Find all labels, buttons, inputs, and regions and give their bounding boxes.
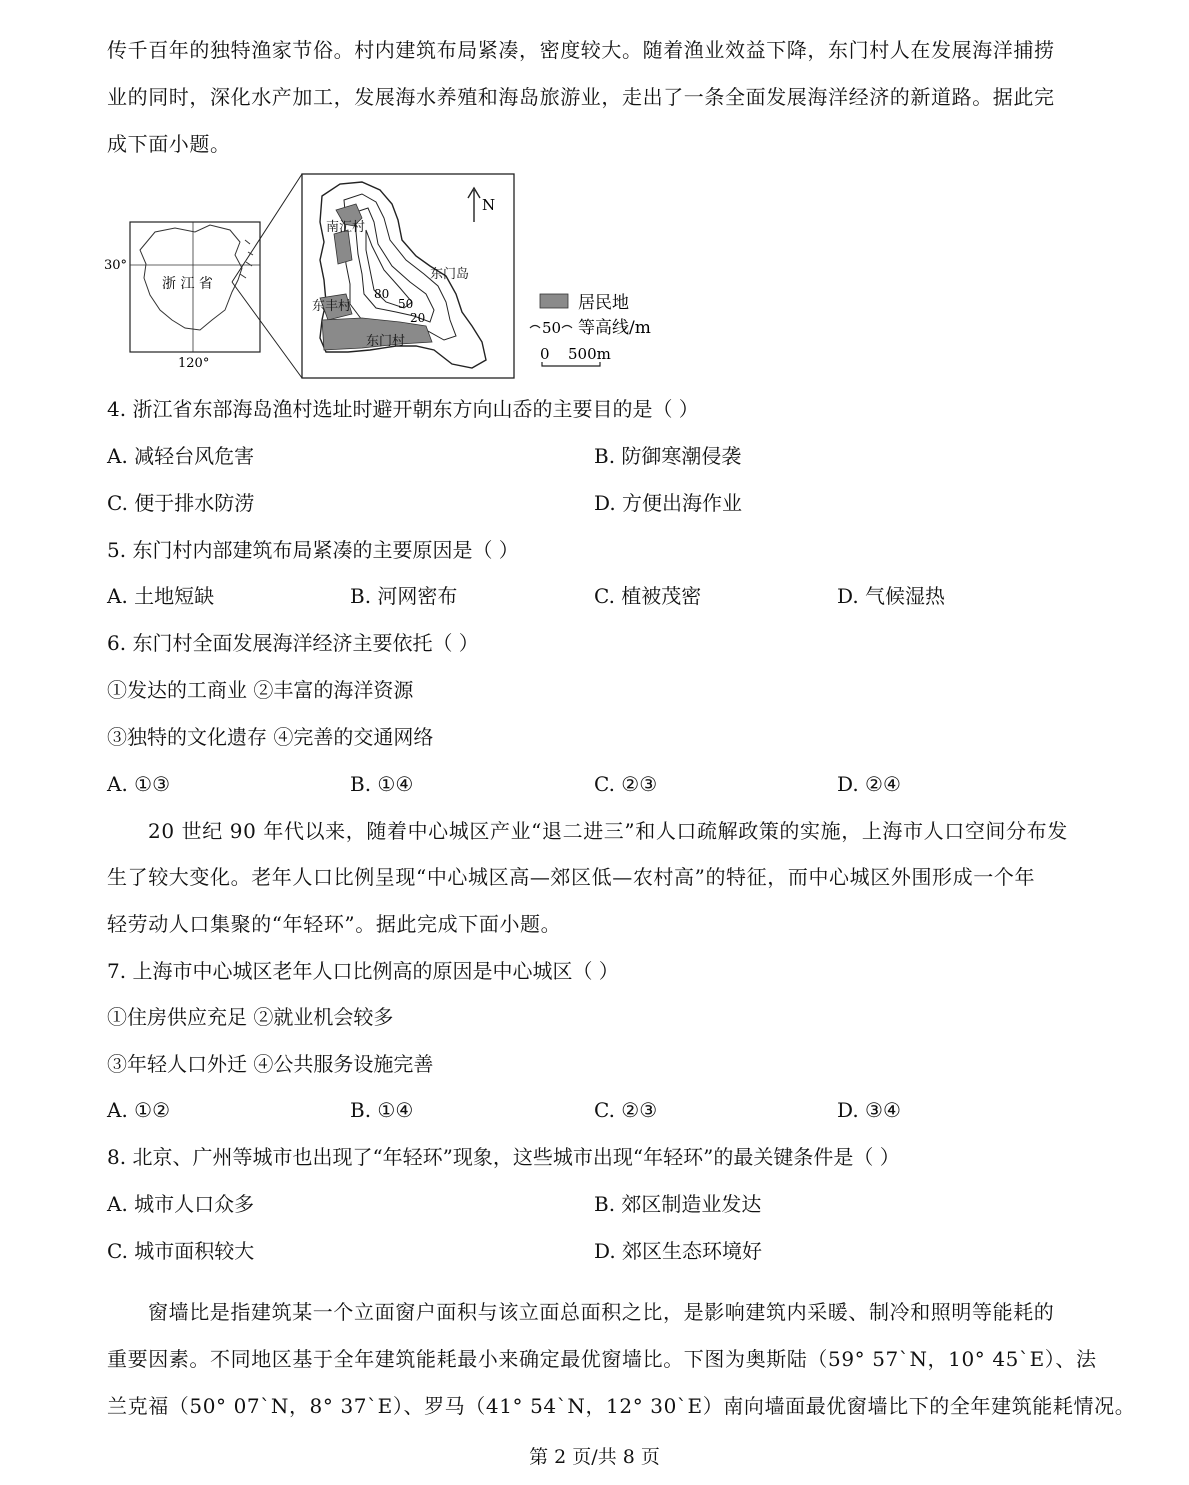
q5-option-d[interactable]: D. 气候湿热 — [837, 584, 946, 608]
passage1-line-3: 成下面小题。 — [107, 132, 231, 156]
q7-option-b[interactable]: B. ①④ — [350, 1098, 414, 1122]
q8-option-c[interactable]: C. 城市面积较大 — [107, 1239, 255, 1263]
q6-statements-1: ①发达的工商业 ②丰富的海洋资源 — [107, 678, 414, 702]
q4-option-d[interactable]: D. 方便出海作业 — [594, 491, 743, 515]
longitude-label: 120° — [178, 356, 210, 371]
passage3-line-3: 兰克福（50° 07`N，8° 37`E）、罗马（41° 54`N，12° 30`E）南向墙面最优窗墙比下的全年建筑能耗情况。 — [107, 1394, 1136, 1418]
dongmen-village-label: 东门村 — [366, 334, 406, 349]
q7-statements-2: ③年轻人口外迁 ④公共服务设施完善 — [107, 1052, 434, 1076]
q8-stem: 8. 北京、广州等城市也出现了“年轻环”现象，这些城市出现“年轻环”的最关键条件是（ ） — [107, 1145, 900, 1169]
passage1-line-1: 传千百年的独特渔家节俗。村内建筑布局紧凑，密度较大。随着渔业效益下降，东门村人在发展海洋捕捞 — [107, 38, 1055, 62]
q7-option-a[interactable]: A. ①② — [107, 1098, 171, 1122]
q4-option-a[interactable]: A. 减轻台风危害 — [107, 444, 255, 468]
q8-option-a[interactable]: A. 城市人口众多 — [107, 1192, 255, 1216]
q5-option-c[interactable]: C. 植被茂密 — [594, 584, 702, 608]
q8-option-d[interactable]: D. 郊区生态环境好 — [594, 1239, 763, 1263]
q6-option-b[interactable]: B. ①④ — [350, 772, 414, 796]
q5-stem: 5. 东门村内部建筑布局紧凑的主要原因是（ ） — [107, 538, 519, 562]
scale-zero-label: 0 — [540, 345, 550, 363]
q8-option-b[interactable]: B. 郊区制造业发达 — [594, 1192, 762, 1216]
legend-contour-value: 50 — [542, 319, 562, 337]
latitude-label: 30° — [104, 258, 128, 273]
q7-stem: 7. 上海市中心城区老年人口比例高的原因是中心城区（ ） — [107, 959, 619, 983]
legend-contour-icon — [530, 326, 540, 329]
q7-option-d[interactable]: D. ③④ — [837, 1098, 901, 1122]
passage2-line-3: 轻劳动人口集聚的“年轻环”。据此完成下面小题。 — [107, 912, 562, 936]
passage2-line-1: 20 世纪 90 年代以来，随着中心城区产业“退二进三”和人口疏解政策的实施，上海市人口空间分布发 — [148, 819, 1068, 843]
q4-option-c[interactable]: C. 便于排水防涝 — [107, 491, 255, 515]
dongmen-island-label: 东门岛 — [430, 267, 470, 282]
q4-option-b[interactable]: B. 防御寒潮侵袭 — [594, 444, 742, 468]
passage1-line-2: 业的同时，深化水产加工，发展海水养殖和海岛旅游业，走出了一条全面发展海洋经济的新道路。据此完 — [107, 85, 1055, 109]
passage3-line-2: 重要因素。不同地区基于全年建筑能耗最小来确定最优窗墙比。下图为奥斯陆（59° 57`N，10° 45`E）、法 — [107, 1347, 1097, 1371]
scale-distance-label: 500m — [568, 345, 611, 363]
contour-label-80: 80 — [374, 287, 390, 301]
page-number-footer: 第 2 页/共 8 页 — [529, 1446, 660, 1468]
q7-statements-1: ①住房供应充足 ②就业机会较多 — [107, 1005, 394, 1029]
dongfeng-village-label: 东丰村 — [312, 299, 352, 314]
q6-option-a[interactable]: A. ①③ — [107, 772, 171, 796]
contour-label-20: 20 — [410, 311, 426, 325]
q6-option-c[interactable]: C. ②③ — [594, 772, 658, 796]
legend-contour-label: 等高线/m — [578, 318, 651, 338]
passage3-line-1: 窗墙比是指建筑某一个立面窗户面积与该立面总面积之比，是影响建筑内采暖、制冷和照明等能耗的 — [148, 1300, 1055, 1324]
q6-statements-2: ③独特的文化遗存 ④完善的交通网络 — [107, 725, 434, 749]
passage2-line-2: 生了较大变化。老年人口比例呈现“中心城区高—郊区低—农村高”的特征，而中心城区外围形成一个年 — [107, 865, 1036, 889]
q5-option-b[interactable]: B. 河网密布 — [350, 584, 458, 608]
q4-stem: 4. 浙江省东部海岛渔村选址时避开朝东方向山岙的主要目的是（ ） — [107, 397, 699, 421]
nanhui-village-label: 南汇村 — [326, 220, 366, 235]
q6-option-d[interactable]: D. ②④ — [837, 772, 901, 796]
legend-residential-swatch — [540, 294, 568, 308]
q5-option-a[interactable]: A. 土地短缺 — [107, 584, 215, 608]
north-label: N — [482, 196, 496, 214]
q6-stem: 6. 东门村全面发展海洋经济主要依托（ ） — [107, 631, 479, 655]
province-label: 浙 江 省 — [162, 276, 213, 292]
map-figure — [100, 170, 660, 382]
q7-option-c[interactable]: C. ②③ — [594, 1098, 658, 1122]
legend-residential-label: 居民地 — [578, 293, 629, 313]
contour-label-50: 50 — [398, 297, 414, 311]
